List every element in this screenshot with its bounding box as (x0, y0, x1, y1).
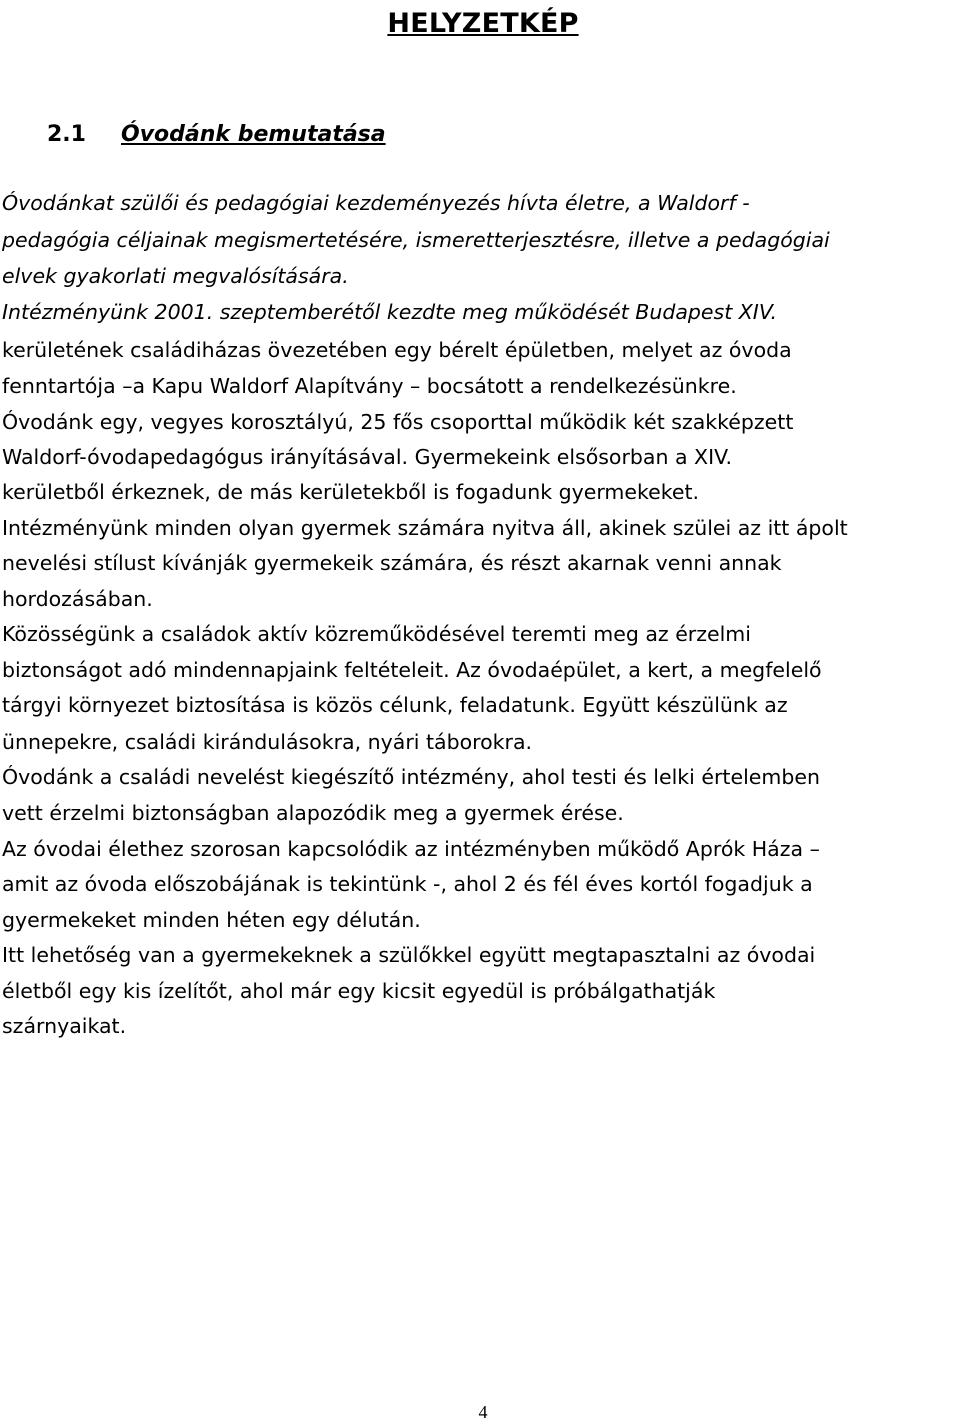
paragraph-line: gyermekeket minden héten egy délután. (2, 908, 421, 932)
paragraph-line: vett érzelmi biztonságban alapozódik meg a gyermek érése. (2, 801, 624, 825)
paragraph-line: nevelési stílust kívánják gyermekeik számára, és részt akarnak venni annak (2, 551, 782, 575)
paragraph-line: Óvodánk egy, vegyes korosztályú, 25 fős csoporttal működik két szakképzett (2, 410, 794, 434)
paragraph-line: Közösségünk a családok aktív közreműködésével teremti meg az érzelmi (2, 622, 751, 646)
paragraph-line: Óvodánk a családi nevelést kiegészítő intézmény, ahol testi és lelki értelemben (2, 765, 820, 789)
page-number: 4 (478, 1402, 488, 1422)
paragraph-line: tárgyi környezet biztosítása is közös célunk, feladatunk. Együtt készülünk az (2, 693, 788, 717)
paragraph-line: amit az óvoda előszobájának is tekintünk -, ahol 2 és fél éves kortól fogadjuk a (2, 872, 813, 896)
paragraph-line: Itt lehetőség van a gyermekeknek a szülőkkel együtt megtapasztalni az óvodai (2, 943, 816, 967)
paragraph-line: kerületből érkeznek, de más kerületekből is fogadunk gyermekeket. (2, 480, 700, 504)
section-heading (47, 117, 386, 153)
paragraph-line: biztonságot adó mindennapjaink feltételeit. Az óvodaépület, a kert, a megfelelő (2, 658, 822, 682)
paragraph-line: pedagógia céljainak megismertetésére, ismeretterjesztésre, illetve a pedagógiai (2, 228, 830, 252)
paragraph-line: hordozásában. (2, 587, 153, 611)
paragraph-line: szárnyaikat. (2, 1014, 127, 1038)
paragraph-line: elvek gyakorlati megvalósítására. (2, 264, 349, 288)
paragraph-line: fenntartója –a Kapu Waldorf Alapítvány – bocsátott a rendelkezésünkre. (2, 374, 737, 398)
paragraph-line: ünnepekre, családi kirándulásokra, nyári táborokra. (2, 730, 533, 754)
section-number: 2.1 (47, 122, 86, 147)
paragraph-line: Az óvodai élethez szorosan kapcsolódik az intézményben működő Aprók Háza – (2, 837, 820, 861)
paragraph-line: életből egy kis ízelítőt, ahol már egy kicsit egyedül is próbálgathatják (2, 979, 716, 1003)
paragraph-line: kerületének családiházas övezetében egy bérelt épületben, melyet az óvoda (2, 338, 792, 362)
paragraph-line: Intézményünk 2001. szeptemberétől kezdte meg működését Budapest XIV. (2, 300, 778, 324)
page-title: HELYZETKÉP (387, 8, 579, 39)
paragraph-line: Óvodánkat szülői és pedagógiai kezdeményezés hívta életre, a Waldorf - (2, 191, 750, 215)
paragraph-line: Intézményünk minden olyan gyermek számára nyitva áll, akinek szülei az itt ápolt (2, 516, 848, 540)
paragraph-line: Waldorf-óvodapedagógus irányításával. Gyermekeink elsősorban a XIV. (2, 445, 733, 469)
section-title: Óvodánk bemutatása (121, 122, 386, 147)
